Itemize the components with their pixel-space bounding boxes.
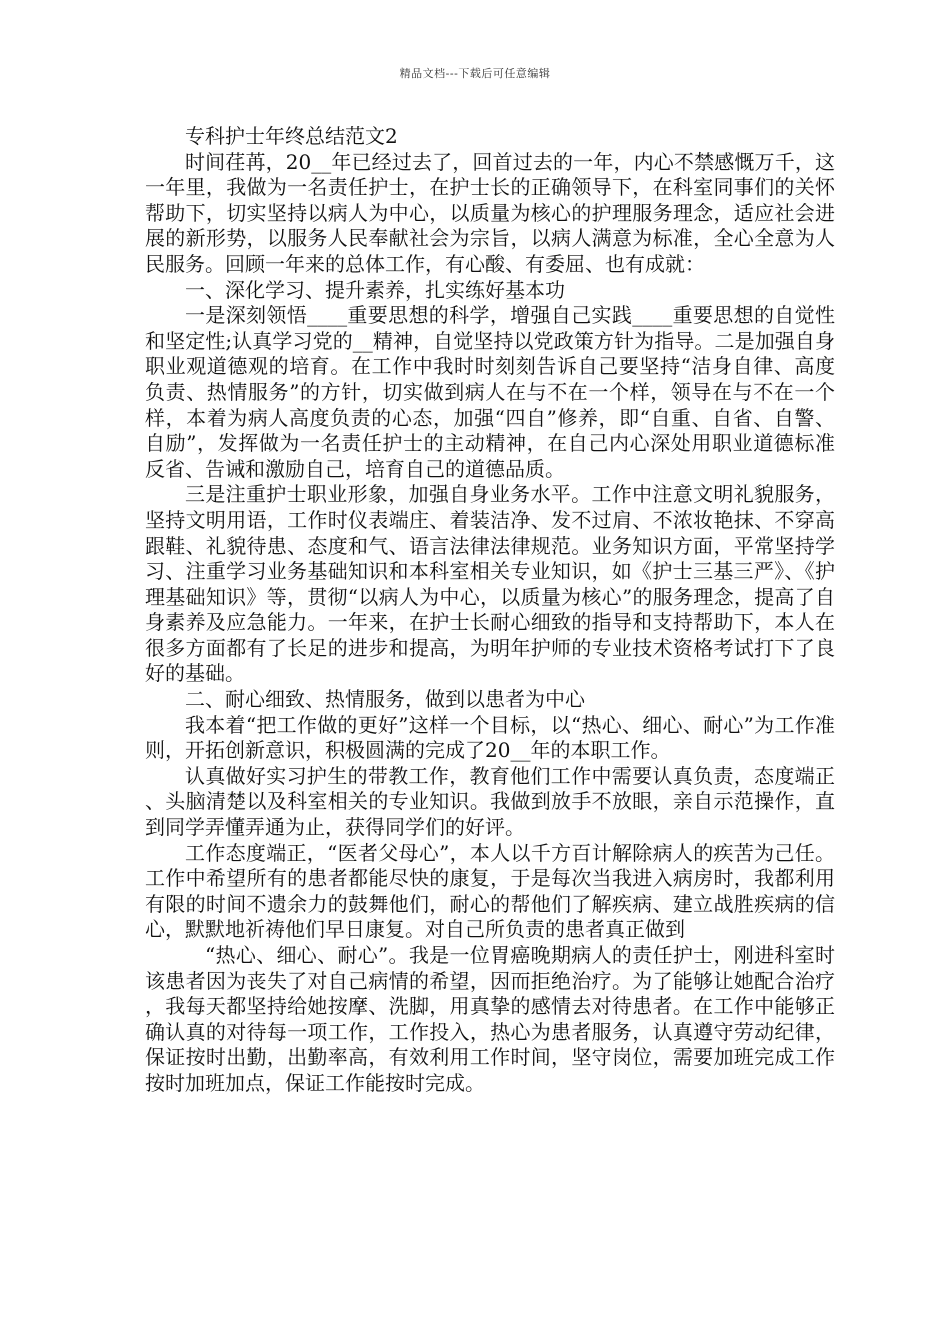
document-body [145,124,835,1097]
section-heading-1: 一、深化学习、提升素养，扎实练好基本功 [185,277,565,302]
paragraph-teaching: 认真做好实习护生的带教工作，教育他们工作中需要认真负责，态度端正、头脑清楚以及科室相关的专业知识。我做到放手不放眼，亲自示范操作，直到同学弄懂弄通为止，获得同学们的好评。 [145,763,835,840]
document-title: 专科护士年终总结范文2 [185,124,398,148]
paragraph-intro: 时间荏苒，20__年已经过去了，回首过去的一年，内心不禁感慨万千，这一年里，我做为一名责任护士，在护士长的正确领导下，在科室同事们的关怀帮助下，切实坚持以病人为中心，以质量为核心的护理服务理念，适应社会进展的新形势，以服务人民奉献社会为宗旨，以病人满意为标准，全心全意为人民服务。回顾一年来的总体工作，有心酸、有委屈、也有成就： [145,149,835,276]
section-heading-2: 二、耐心细致、热情服务，做到以患者为中心 [185,687,585,712]
page-header: 精品文档---下载后可任意编辑 [399,67,551,80]
paragraph-attitude: 工作态度端正，“医者父母心”，本人以千方百计解除病人的疾苦为己任。工作中希望所有的患者都能尽快的康复，于是每次当我进入病房时，我都利用有限的时间不遗余力的鼓舞他们，耐心的帮他们了解疾病、建立战胜疾病的信心，默默地祈祷他们早日康复。对自己所负责的患者真正做到 [145,840,835,942]
paragraph-goal: 我本着“把工作做的更好”这样一个目标，以“热心、细心、耐心”为工作准则，开拓创新意识，积极圆满的完成了20__年的本职工作。 [145,712,835,763]
paragraph-patient-care: “热心、细心、耐心”。我是一位胃癌晚期病人的责任护士，刚进科室时该患者因为丧失了对自己病情的希望，因而拒绝治疗。为了能够让她配合治疗，我每天都坚持给她按摩、洗脚，用真挚的感情去对待患者。在工作中能够正确认真的对待每一项工作，工作投入，热心为患者服务，认真遵守劳动纪律，保证按时出勤，出勤率高，有效利用工作时间，坚守岗位，需要加班完成工作按时加班加点，保证工作能按时完成。 [145,943,835,1095]
paragraph-image: 三是注重护士职业形象，加强自身业务水平。工作中注意文明礼貌服务，坚持文明用语，工作时仪表端庄、着装洁净、发不过肩、不浓妆艳抹、不穿高跟鞋、礼貌待患、态度和气、语言法律法律规范。业务知识方面，平常坚持学习、注重学习业务基础知识和本科室相关专业知识，如《护士三基三严》、《护理基础知识》等，贯彻“以病人为中心，以质量为核心”的服务理念，提高了自身素养及应急能力。一年来，在护士长耐心细致的指导和支持帮助下，本人在很多方面都有了长足的进步和提高，为明年护师的专业技术资格考试打下了良好的基础。 [145,482,835,686]
paragraph-study: 一是深刻领悟____重要思想的科学，增强自己实践____重要思想的自觉性和坚定性;认真学习党的__精神，自觉坚持以党政策方针为指导。二是加强自身职业观道德观的培育。在工作中我时时刻刻告诉自己要坚持“洁身自律、高度负责、热情服务”的方针，切实做到病人在与不在一个样，领导在与不在一个样，本着为病人高度负责的心态，加强“四自”修养，即“自重、自省、自警、自励”，发挥做为一名责任护士的主动精神，在自己内心深处用职业道德标准反省、告诫和激励自己，培育自己的道德品质。 [145,303,835,481]
